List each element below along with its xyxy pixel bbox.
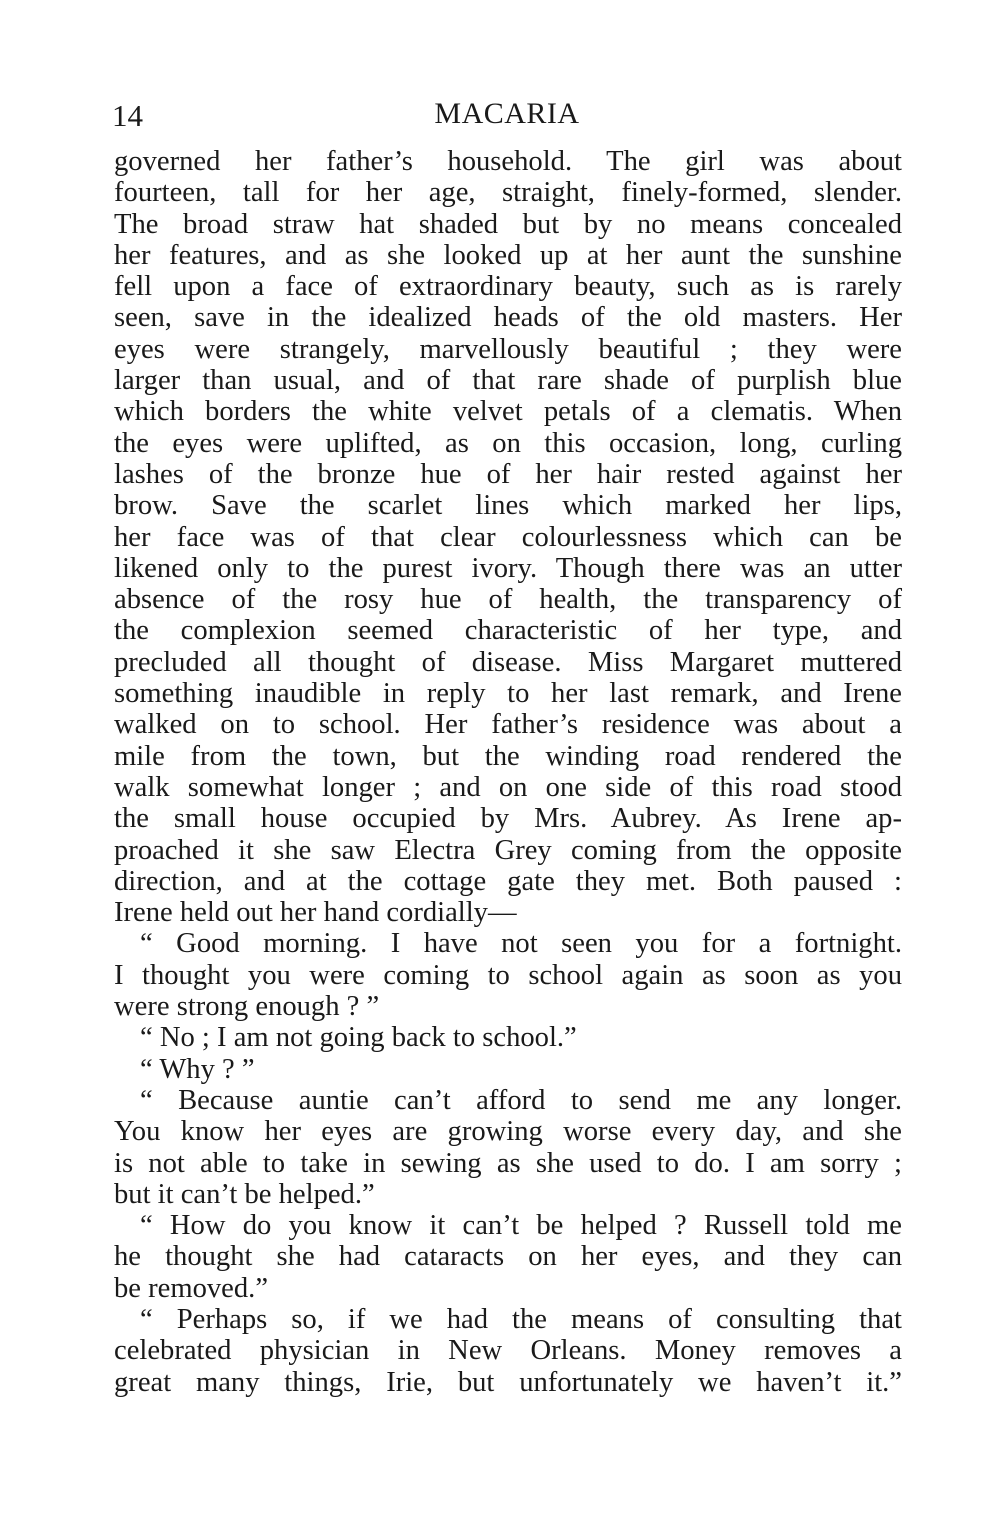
text-line: her features, and as she looked up at her aunt the sunshine [114,239,902,271]
text-line: but it can’t be helped.” [114,1178,375,1210]
text-line: lashes of the bronze hue of her hair rested against her [114,458,902,490]
text-line: absence of the rosy hue of health, the transparency of [114,584,902,616]
text-line: “ No ; I am not going back to school.” [140,1022,577,1054]
text-line: were strong enough ? ” [114,991,380,1023]
text-line: brow. Save the scarlet lines which marked her lips, [114,490,902,522]
text-line: I thought you were coming to school again as soon as you [114,959,902,991]
text-line: mile from the town, but the winding road rendered the [114,740,902,772]
page-number: 14 [112,98,143,133]
text-line: “ Perhaps so, if we had the means of consulting that [140,1303,902,1335]
text-line: her face was of that clear colourlessness which can be [114,521,902,553]
text-line: be removed.” [114,1272,269,1304]
text-line: direction, and at the cottage gate they met. Both paused : [114,865,902,897]
text-line: celebrated physician in New Orleans. Money removes a [114,1335,902,1367]
text-line: You know her eyes are growing worse every day, and she [114,1116,902,1148]
body-text [114,146,902,1398]
text-line: walk somewhat longer ; and on one side of this road stood [114,771,902,803]
text-line: the eyes were uplifted, as on this occasion, long, curling [114,427,902,459]
text-line: “ Good morning. I have not seen you for a fortnight. [140,928,902,960]
text-line: he thought she had cataracts on her eyes, and they can [114,1241,902,1273]
text-line: The broad straw hat shaded but by no means concealed [114,208,902,240]
text-line: governed her father’s household. The girl was about [114,146,902,177]
text-line: Irene held out her hand cordially— [114,897,517,929]
text-line: seen, save in the idealized heads of the old masters. Her [114,302,902,334]
text-line: something inaudible in reply to her last remark, and Irene [114,678,902,710]
text-line: fourteen, tall for her age, straight, finely-formed, slender. [114,177,902,209]
text-line: larger than usual, and of that rare shade of purplish blue [114,365,902,397]
page-header [112,96,902,136]
text-line: likened only to the purest ivory. Though there was an utter [114,552,902,584]
text-line: “ Why ? ” [140,1053,255,1085]
text-line: “ How do you know it can’t be helped ? Russell told me [140,1210,902,1242]
text-line: the complexion seemed characteristic of her type, and [114,615,902,647]
text-line: proached it she saw Electra Grey coming from the opposite [114,834,902,866]
text-line: precluded all thought of disease. Miss Margaret muttered [114,646,902,678]
running-title: MACARIA [434,97,580,130]
text-line: fell upon a face of extraordinary beauty, such as is rarely [114,271,902,303]
text-line: walked on to school. Her father’s residence was about a [114,709,902,741]
text-line: great many things, Irie, but unfortunately we haven’t it.” [114,1366,902,1398]
text-line: “ Because auntie can’t afford to send me any longer. [140,1084,902,1116]
text-line: eyes were strangely, marvellously beautiful ; they were [114,333,902,365]
text-line: the small house occupied by Mrs. Aubrey. As Irene ap- [114,803,902,835]
text-line: which borders the white velvet petals of a clematis. When [114,396,902,428]
text-line: is not able to take in sewing as she used to do. I am sorry ; [114,1147,902,1179]
